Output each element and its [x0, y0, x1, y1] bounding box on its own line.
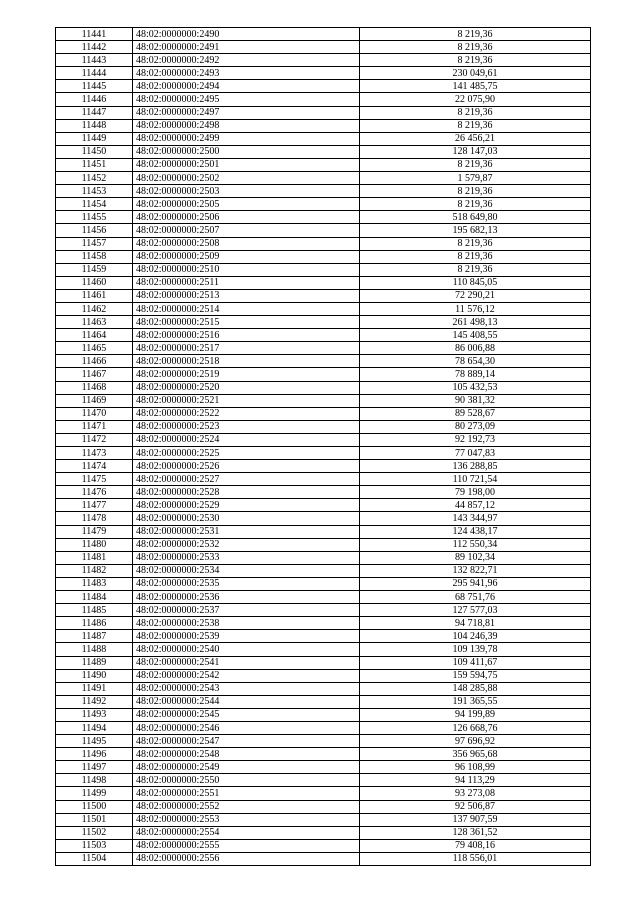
cadastral-number-cell: 48:02:0000000:2550 — [133, 774, 360, 787]
table-row — [56, 473, 591, 486]
row-number-cell: 11471 — [56, 420, 133, 433]
table-row — [56, 748, 591, 761]
row-number-cell: 11454 — [56, 198, 133, 211]
table-row — [56, 67, 591, 80]
value-cell: 68 751,76 — [360, 591, 591, 604]
row-number-cell: 11504 — [56, 852, 133, 865]
cadastral-number-cell: 48:02:0000000:2522 — [133, 407, 360, 420]
value-cell: 141 485,75 — [360, 80, 591, 93]
table-row — [56, 250, 591, 263]
cadastral-number-cell: 48:02:0000000:2554 — [133, 826, 360, 839]
table-row — [56, 525, 591, 538]
table-row — [56, 460, 591, 473]
table-row — [56, 407, 591, 420]
row-number-cell: 11477 — [56, 499, 133, 512]
row-number-cell: 11467 — [56, 368, 133, 381]
table-row — [56, 656, 591, 669]
value-cell: 78 889,14 — [360, 368, 591, 381]
table-row — [56, 198, 591, 211]
row-number-cell: 11489 — [56, 656, 133, 669]
cadastral-number-cell: 48:02:0000000:2551 — [133, 787, 360, 800]
cadastral-number-cell: 48:02:0000000:2503 — [133, 185, 360, 198]
value-cell: 109 139,78 — [360, 643, 591, 656]
row-number-cell: 11476 — [56, 486, 133, 499]
value-cell: 137 907,59 — [360, 813, 591, 826]
cadastral-number-cell: 48:02:0000000:2539 — [133, 630, 360, 643]
row-number-cell: 11456 — [56, 224, 133, 237]
table-row — [56, 447, 591, 460]
cadastral-number-cell: 48:02:0000000:2529 — [133, 499, 360, 512]
row-number-cell: 11450 — [56, 145, 133, 158]
value-cell: 105 432,53 — [360, 381, 591, 394]
cadastral-number-cell: 48:02:0000000:2549 — [133, 761, 360, 774]
row-number-cell: 11463 — [56, 316, 133, 329]
value-cell: 79 198,00 — [360, 486, 591, 499]
row-number-cell: 11499 — [56, 787, 133, 800]
row-number-cell: 11461 — [56, 289, 133, 302]
value-cell: 8 219,36 — [360, 41, 591, 54]
cadastral-number-cell: 48:02:0000000:2499 — [133, 132, 360, 145]
value-cell: 191 365,55 — [360, 695, 591, 708]
row-number-cell: 11469 — [56, 394, 133, 407]
cadastral-number-cell: 48:02:0000000:2524 — [133, 433, 360, 446]
row-number-cell: 11478 — [56, 512, 133, 525]
cadastral-number-cell: 48:02:0000000:2540 — [133, 643, 360, 656]
value-cell: 110 721,54 — [360, 473, 591, 486]
value-cell: 94 718,81 — [360, 617, 591, 630]
table-row — [56, 54, 591, 67]
row-number-cell: 11490 — [56, 669, 133, 682]
table-row — [56, 551, 591, 564]
table-row — [56, 80, 591, 93]
value-cell: 89 528,67 — [360, 407, 591, 420]
cadastral-number-cell: 48:02:0000000:2493 — [133, 67, 360, 80]
table-row — [56, 289, 591, 302]
value-cell: 97 696,92 — [360, 735, 591, 748]
table-row — [56, 852, 591, 865]
value-cell: 22 075,90 — [360, 93, 591, 106]
table-row — [56, 185, 591, 198]
value-cell: 230 049,61 — [360, 67, 591, 80]
table-row — [56, 355, 591, 368]
table-row — [56, 145, 591, 158]
row-number-cell: 11449 — [56, 132, 133, 145]
row-number-cell: 11457 — [56, 237, 133, 250]
cadastral-number-cell: 48:02:0000000:2517 — [133, 342, 360, 355]
table-row — [56, 735, 591, 748]
value-cell: 356 965,68 — [360, 748, 591, 761]
table-row — [56, 564, 591, 577]
row-number-cell: 11459 — [56, 263, 133, 276]
value-cell: 77 047,83 — [360, 447, 591, 460]
value-cell: 145 408,55 — [360, 329, 591, 342]
row-number-cell: 11445 — [56, 80, 133, 93]
value-cell: 128 147,03 — [360, 145, 591, 158]
value-cell: 8 219,36 — [360, 237, 591, 250]
cadastral-number-cell: 48:02:0000000:2521 — [133, 394, 360, 407]
row-number-cell: 11466 — [56, 355, 133, 368]
row-number-cell: 11484 — [56, 591, 133, 604]
row-number-cell: 11464 — [56, 329, 133, 342]
value-cell: 124 438,17 — [360, 525, 591, 538]
cadastral-number-cell: 48:02:0000000:2526 — [133, 460, 360, 473]
cadastral-number-cell: 48:02:0000000:2520 — [133, 381, 360, 394]
value-cell: 143 344,97 — [360, 512, 591, 525]
row-number-cell: 11497 — [56, 761, 133, 774]
cadastral-number-cell: 48:02:0000000:2534 — [133, 564, 360, 577]
value-cell: 8 219,36 — [360, 106, 591, 119]
table-row — [56, 643, 591, 656]
row-number-cell: 11474 — [56, 460, 133, 473]
row-number-cell: 11496 — [56, 748, 133, 761]
cadastral-number-cell: 48:02:0000000:2501 — [133, 158, 360, 171]
table-row — [56, 316, 591, 329]
value-cell: 79 408,16 — [360, 839, 591, 852]
table-row — [56, 106, 591, 119]
table-row — [56, 499, 591, 512]
value-cell: 118 556,01 — [360, 852, 591, 865]
row-number-cell: 11493 — [56, 708, 133, 721]
table-row — [56, 591, 591, 604]
value-cell: 8 219,36 — [360, 250, 591, 263]
row-number-cell: 11468 — [56, 381, 133, 394]
value-cell: 261 498,13 — [360, 316, 591, 329]
cadastral-number-cell: 48:02:0000000:2494 — [133, 80, 360, 93]
value-cell: 11 576,12 — [360, 302, 591, 315]
table-row — [56, 433, 591, 446]
cadastral-number-cell: 48:02:0000000:2513 — [133, 289, 360, 302]
value-cell: 126 668,76 — [360, 721, 591, 734]
cadastral-number-cell: 48:02:0000000:2555 — [133, 839, 360, 852]
row-number-cell: 11446 — [56, 93, 133, 106]
cadastral-number-cell: 48:02:0000000:2530 — [133, 512, 360, 525]
row-number-cell: 11494 — [56, 721, 133, 734]
value-cell: 92 192,73 — [360, 433, 591, 446]
cadastral-number-cell: 48:02:0000000:2553 — [133, 813, 360, 826]
table-row — [56, 826, 591, 839]
table-row — [56, 28, 591, 41]
value-cell: 26 456,21 — [360, 132, 591, 145]
cadastral-number-cell: 48:02:0000000:2538 — [133, 617, 360, 630]
cadastral-number-cell: 48:02:0000000:2498 — [133, 119, 360, 132]
row-number-cell: 11481 — [56, 551, 133, 564]
row-number-cell: 11448 — [56, 119, 133, 132]
row-number-cell: 11472 — [56, 433, 133, 446]
value-cell: 8 219,36 — [360, 119, 591, 132]
row-number-cell: 11447 — [56, 106, 133, 119]
table-row — [56, 329, 591, 342]
table-row — [56, 172, 591, 185]
row-number-cell: 11486 — [56, 617, 133, 630]
row-number-cell: 11441 — [56, 28, 133, 41]
value-cell: 92 506,87 — [360, 800, 591, 813]
cadastral-number-cell: 48:02:0000000:2509 — [133, 250, 360, 263]
row-number-cell: 11460 — [56, 276, 133, 289]
table-row — [56, 708, 591, 721]
value-cell: 86 006,88 — [360, 342, 591, 355]
table-body — [56, 28, 591, 866]
row-number-cell: 11500 — [56, 800, 133, 813]
cadastral-number-cell: 48:02:0000000:2535 — [133, 577, 360, 590]
table-row — [56, 211, 591, 224]
value-cell: 44 857,12 — [360, 499, 591, 512]
row-number-cell: 11451 — [56, 158, 133, 171]
cadastral-number-cell: 48:02:0000000:2537 — [133, 604, 360, 617]
row-number-cell: 11480 — [56, 538, 133, 551]
cadastral-number-cell: 48:02:0000000:2492 — [133, 54, 360, 67]
value-cell: 136 288,85 — [360, 460, 591, 473]
value-cell: 8 219,36 — [360, 28, 591, 41]
value-cell: 8 219,36 — [360, 158, 591, 171]
table-row — [56, 420, 591, 433]
value-cell: 104 246,39 — [360, 630, 591, 643]
row-number-cell: 11443 — [56, 54, 133, 67]
cadastral-number-cell: 48:02:0000000:2514 — [133, 302, 360, 315]
cadastral-number-cell: 48:02:0000000:2505 — [133, 198, 360, 211]
cadastral-number-cell: 48:02:0000000:2542 — [133, 669, 360, 682]
value-cell: 90 381,32 — [360, 394, 591, 407]
cadastral-number-cell: 48:02:0000000:2507 — [133, 224, 360, 237]
row-number-cell: 11487 — [56, 630, 133, 643]
table-row — [56, 630, 591, 643]
row-number-cell: 11470 — [56, 407, 133, 420]
table-row — [56, 41, 591, 54]
value-cell: 89 102,34 — [360, 551, 591, 564]
table-row — [56, 512, 591, 525]
cadastral-number-cell: 48:02:0000000:2491 — [133, 41, 360, 54]
cadastral-number-cell: 48:02:0000000:2519 — [133, 368, 360, 381]
table-row — [56, 695, 591, 708]
cadastral-number-cell: 48:02:0000000:2533 — [133, 551, 360, 564]
cadastral-number-cell: 48:02:0000000:2518 — [133, 355, 360, 368]
table-row — [56, 604, 591, 617]
table-row — [56, 158, 591, 171]
cadastral-number-cell: 48:02:0000000:2544 — [133, 695, 360, 708]
cadastral-number-cell: 48:02:0000000:2490 — [133, 28, 360, 41]
value-cell: 128 361,52 — [360, 826, 591, 839]
table-row — [56, 682, 591, 695]
table-row — [56, 119, 591, 132]
cadastral-number-cell: 48:02:0000000:2497 — [133, 106, 360, 119]
cadastral-number-cell: 48:02:0000000:2546 — [133, 721, 360, 734]
table-row — [56, 263, 591, 276]
row-number-cell: 11503 — [56, 839, 133, 852]
value-cell: 93 273,08 — [360, 787, 591, 800]
value-cell: 78 654,30 — [360, 355, 591, 368]
table-row — [56, 486, 591, 499]
cadastral-number-cell: 48:02:0000000:2495 — [133, 93, 360, 106]
cadastral-number-cell: 48:02:0000000:2500 — [133, 145, 360, 158]
value-cell: 159 594,75 — [360, 669, 591, 682]
row-number-cell: 11462 — [56, 302, 133, 315]
table-row — [56, 368, 591, 381]
row-number-cell: 11492 — [56, 695, 133, 708]
cadastral-number-cell: 48:02:0000000:2527 — [133, 473, 360, 486]
cadastral-number-cell: 48:02:0000000:2536 — [133, 591, 360, 604]
row-number-cell: 11491 — [56, 682, 133, 695]
row-number-cell: 11452 — [56, 172, 133, 185]
value-cell: 8 219,36 — [360, 263, 591, 276]
row-number-cell: 11465 — [56, 342, 133, 355]
table-row — [56, 813, 591, 826]
cadastral-number-cell: 48:02:0000000:2543 — [133, 682, 360, 695]
cadastral-number-cell: 48:02:0000000:2531 — [133, 525, 360, 538]
row-number-cell: 11498 — [56, 774, 133, 787]
value-cell: 8 219,36 — [360, 54, 591, 67]
value-cell: 109 411,67 — [360, 656, 591, 669]
row-number-cell: 11501 — [56, 813, 133, 826]
value-cell: 96 108,99 — [360, 761, 591, 774]
row-number-cell: 11483 — [56, 577, 133, 590]
row-number-cell: 11479 — [56, 525, 133, 538]
cadastral-number-cell: 48:02:0000000:2502 — [133, 172, 360, 185]
table-row — [56, 302, 591, 315]
cadastral-value-table — [55, 27, 591, 866]
value-cell: 8 219,36 — [360, 198, 591, 211]
value-cell: 94 113,29 — [360, 774, 591, 787]
table-row — [56, 237, 591, 250]
table-row — [56, 132, 591, 145]
cadastral-number-cell: 48:02:0000000:2528 — [133, 486, 360, 499]
row-number-cell: 11473 — [56, 447, 133, 460]
cadastral-number-cell: 48:02:0000000:2511 — [133, 276, 360, 289]
cadastral-number-cell: 48:02:0000000:2541 — [133, 656, 360, 669]
value-cell: 8 219,36 — [360, 185, 591, 198]
table-row — [56, 394, 591, 407]
row-number-cell: 11485 — [56, 604, 133, 617]
value-cell: 132 822,71 — [360, 564, 591, 577]
table-row — [56, 577, 591, 590]
value-cell: 148 285,88 — [360, 682, 591, 695]
row-number-cell: 11455 — [56, 211, 133, 224]
cadastral-number-cell: 48:02:0000000:2506 — [133, 211, 360, 224]
value-cell: 518 649,80 — [360, 211, 591, 224]
cadastral-number-cell: 48:02:0000000:2516 — [133, 329, 360, 342]
value-cell: 1 579,87 — [360, 172, 591, 185]
row-number-cell: 11488 — [56, 643, 133, 656]
row-number-cell: 11458 — [56, 250, 133, 263]
table-row — [56, 669, 591, 682]
table-row — [56, 617, 591, 630]
cadastral-number-cell: 48:02:0000000:2556 — [133, 852, 360, 865]
cadastral-number-cell: 48:02:0000000:2515 — [133, 316, 360, 329]
cadastral-number-cell: 48:02:0000000:2532 — [133, 538, 360, 551]
table-row — [56, 800, 591, 813]
value-cell: 127 577,03 — [360, 604, 591, 617]
value-cell: 112 550,34 — [360, 538, 591, 551]
cadastral-number-cell: 48:02:0000000:2510 — [133, 263, 360, 276]
table-row — [56, 761, 591, 774]
value-cell: 195 682,13 — [360, 224, 591, 237]
table-row — [56, 839, 591, 852]
cadastral-number-cell: 48:02:0000000:2508 — [133, 237, 360, 250]
table-row — [56, 224, 591, 237]
table-row — [56, 538, 591, 551]
value-cell: 295 941,96 — [360, 577, 591, 590]
value-cell: 72 290,21 — [360, 289, 591, 302]
table-row — [56, 93, 591, 106]
value-cell: 80 273,09 — [360, 420, 591, 433]
table-row — [56, 381, 591, 394]
cadastral-number-cell: 48:02:0000000:2547 — [133, 735, 360, 748]
value-cell: 94 199,89 — [360, 708, 591, 721]
table-row — [56, 774, 591, 787]
cadastral-number-cell: 48:02:0000000:2548 — [133, 748, 360, 761]
table-row — [56, 787, 591, 800]
table-row — [56, 721, 591, 734]
cadastral-number-cell: 48:02:0000000:2525 — [133, 447, 360, 460]
cadastral-number-cell: 48:02:0000000:2552 — [133, 800, 360, 813]
row-number-cell: 11444 — [56, 67, 133, 80]
row-number-cell: 11482 — [56, 564, 133, 577]
cadastral-number-cell: 48:02:0000000:2523 — [133, 420, 360, 433]
cadastral-number-cell: 48:02:0000000:2545 — [133, 708, 360, 721]
row-number-cell: 11453 — [56, 185, 133, 198]
table-row — [56, 342, 591, 355]
row-number-cell: 11475 — [56, 473, 133, 486]
row-number-cell: 11502 — [56, 826, 133, 839]
row-number-cell: 11442 — [56, 41, 133, 54]
row-number-cell: 11495 — [56, 735, 133, 748]
table-row — [56, 276, 591, 289]
value-cell: 110 845,05 — [360, 276, 591, 289]
